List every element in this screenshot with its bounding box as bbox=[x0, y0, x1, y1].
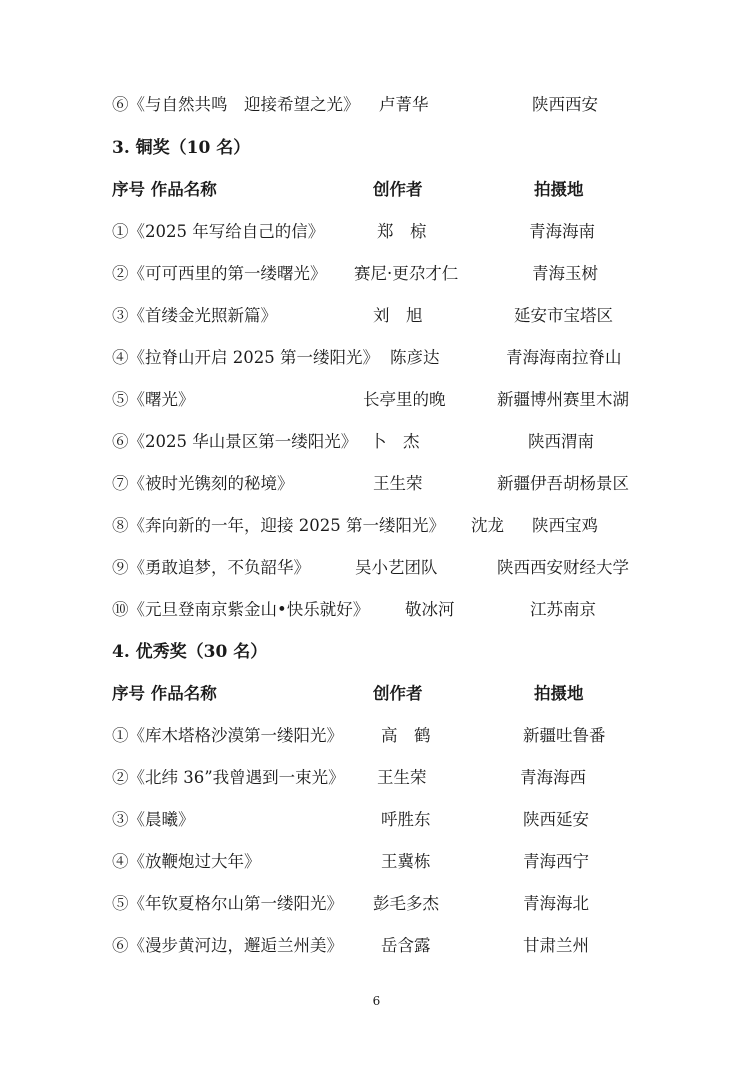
table-row bbox=[0, 889, 753, 919]
work-author: 呼胜东 bbox=[381, 810, 431, 829]
table-header bbox=[0, 679, 753, 709]
work-title: ⑤《曙光》 bbox=[112, 390, 195, 409]
work-title: ①《2025 年写给自己的信》 bbox=[112, 222, 325, 241]
header-author: 创作者 bbox=[373, 180, 423, 199]
table-row bbox=[0, 595, 753, 625]
work-author: 卢菁华 bbox=[379, 95, 429, 114]
work-location: 陕西西安财经大学 bbox=[497, 558, 629, 577]
work-author: 长亭里的晚 bbox=[363, 390, 446, 409]
work-title: ⑤《年钦夏格尔山第一缕阳光》 bbox=[112, 894, 343, 913]
work-title: ⑨《勇敢追梦，不负韶华》 bbox=[112, 558, 310, 577]
work-author: 郑 椋 bbox=[377, 222, 427, 241]
work-location: 青海海南 bbox=[529, 222, 595, 241]
header-location: 拍摄地 bbox=[534, 684, 584, 703]
page-number: 6 bbox=[372, 994, 381, 1008]
section-heading-excellent bbox=[0, 637, 753, 667]
work-location: 江苏南京 bbox=[530, 600, 596, 619]
work-location: 青海玉树 bbox=[532, 264, 598, 283]
work-title: ②《北纬 36”我曾遇到一束光》 bbox=[112, 768, 345, 787]
work-author: 卜 杰 bbox=[370, 432, 420, 451]
table-row bbox=[0, 847, 753, 877]
work-author: 吴小艺团队 bbox=[355, 558, 438, 577]
list-item bbox=[0, 90, 753, 120]
work-title: ③《晨曦》 bbox=[112, 810, 195, 829]
header-no-title: 序号 作品名称 bbox=[112, 180, 217, 199]
work-location: 青海海西 bbox=[520, 768, 586, 787]
table-row bbox=[0, 427, 753, 457]
table-row bbox=[0, 553, 753, 583]
table-row bbox=[0, 721, 753, 751]
work-location: 青海海北 bbox=[523, 894, 589, 913]
section-heading-bronze bbox=[0, 133, 753, 163]
work-author: 赛尼·更尕才仁 bbox=[354, 264, 459, 283]
work-author: 刘 旭 bbox=[373, 306, 423, 325]
table-row bbox=[0, 217, 753, 247]
work-title: ⑥《与自然共鸣 迎接希望之光》 bbox=[112, 95, 360, 114]
table-row bbox=[0, 385, 753, 415]
work-author: 敬冰河 bbox=[405, 600, 455, 619]
work-title: ⑦《被时光镌刻的秘境》 bbox=[112, 474, 294, 493]
table-row bbox=[0, 301, 753, 331]
table-row bbox=[0, 469, 753, 499]
work-author: 彭毛多杰 bbox=[373, 894, 439, 913]
work-location: 青海海南拉脊山 bbox=[506, 348, 622, 367]
work-author: 岳含露 bbox=[381, 936, 431, 955]
header-author: 创作者 bbox=[373, 684, 423, 703]
work-title: ⑩《元旦登南京紫金山•快乐就好》 bbox=[112, 600, 370, 619]
work-title: ③《首缕金光照新篇》 bbox=[112, 306, 277, 325]
work-location: 青海西宁 bbox=[523, 852, 589, 871]
work-author: 沈龙 bbox=[471, 516, 504, 535]
work-location: 甘肃兰州 bbox=[523, 936, 589, 955]
work-author: 王生荣 bbox=[377, 768, 427, 787]
table-row bbox=[0, 805, 753, 835]
header-no-title: 序号 作品名称 bbox=[112, 684, 217, 703]
work-location: 陕西宝鸡 bbox=[532, 516, 598, 535]
table-row bbox=[0, 931, 753, 961]
work-location: 新疆博州赛里木湖 bbox=[497, 390, 629, 409]
work-title: ④《放鞭炮过大年》 bbox=[112, 852, 261, 871]
work-title: ⑧《奔向新的一年，迎接 2025 第一缕阳光》 bbox=[112, 516, 445, 535]
work-title: ⑥《2025 华山景区第一缕阳光》 bbox=[112, 432, 358, 451]
work-location: 新疆伊吾胡杨景区 bbox=[497, 474, 629, 493]
table-row bbox=[0, 343, 753, 373]
work-author: 高 鹤 bbox=[381, 726, 431, 745]
work-author: 陈彦达 bbox=[390, 348, 440, 367]
work-location: 新疆吐鲁番 bbox=[523, 726, 606, 745]
work-title: ④《拉脊山开启 2025 第一缕阳光》 bbox=[112, 348, 379, 367]
section-heading-text: 4. 优秀奖（30 名） bbox=[112, 642, 268, 662]
work-location: 陕西延安 bbox=[523, 810, 589, 829]
header-location: 拍摄地 bbox=[534, 180, 584, 199]
table-row bbox=[0, 511, 753, 541]
work-location: 陕西渭南 bbox=[528, 432, 594, 451]
table-row bbox=[0, 259, 753, 289]
work-title: ①《库木塔格沙漠第一缕阳光》 bbox=[112, 726, 343, 745]
work-location: 延安市宝塔区 bbox=[514, 306, 613, 325]
table-row bbox=[0, 763, 753, 793]
work-author: 王冀栋 bbox=[381, 852, 431, 871]
work-location: 陕西西安 bbox=[532, 95, 598, 114]
work-title: ②《可可西里的第一缕曙光》 bbox=[112, 264, 327, 283]
section-heading-text: 3. 铜奖（10 名） bbox=[112, 138, 251, 158]
table-header bbox=[0, 175, 753, 205]
work-author: 王生荣 bbox=[373, 474, 423, 493]
work-title: ⑥《漫步黄河边，邂逅兰州美》 bbox=[112, 936, 343, 955]
